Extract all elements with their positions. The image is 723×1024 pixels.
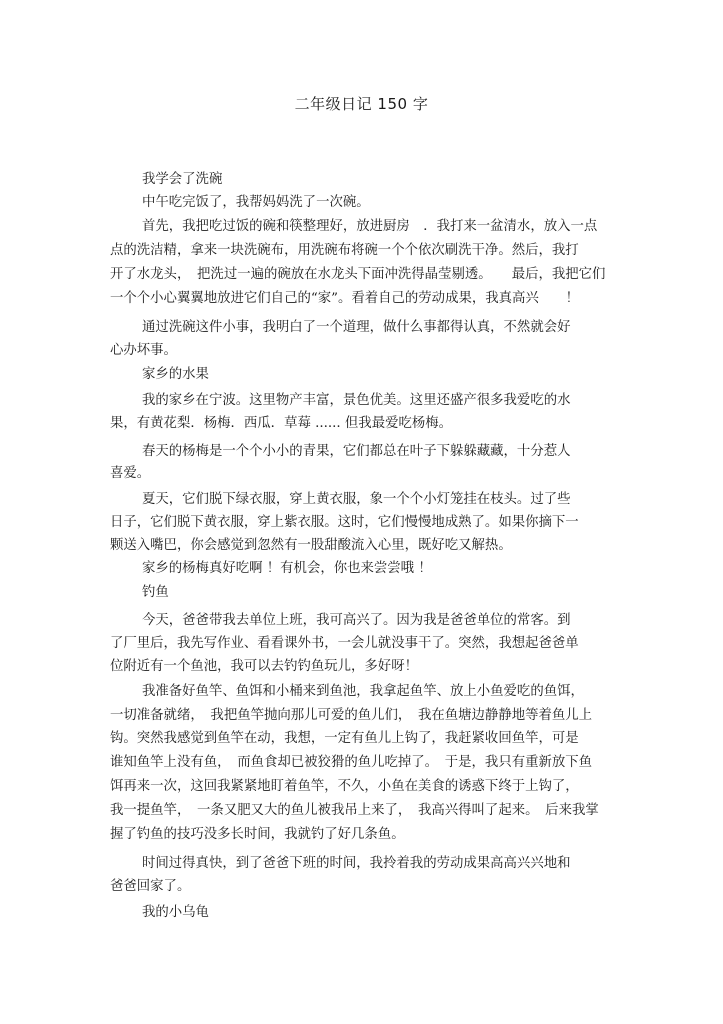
paragraph-line: 首先，我把吃过饭的碗和筷整理好，放进厨房 ．我打来一盆清水，放入一点 [142, 219, 598, 234]
paragraph-line: 我一提鱼竿， 一条又肥又大的鱼儿被我吊上来了， 我高兴得叫了起来。 后来我掌 [110, 803, 599, 818]
paragraph-line: 爸爸回家了。 [110, 879, 191, 894]
paragraph-line: 中午吃完饭了，我帮妈妈洗了一次碗。 [142, 195, 370, 210]
paragraph-line: 一个个小心翼翼地放进它们自己的“家”。看着自己的劳动成果，我真高兴 ！ [110, 291, 579, 306]
paragraph-line: 我准备好鱼竿、鱼饵和小桶来到鱼池，我拿起鱼竿、放上小鱼爱吃的鱼饵， [142, 684, 584, 699]
paragraph-line: 家乡的杨梅真好吃啊 ！有机会，你也来尝尝哦 ！ [142, 561, 432, 576]
essay-heading-fishing: 钓鱼 [142, 585, 169, 600]
paragraph-line: 今天，爸爸带我去单位上班，我可高兴了。因为我是爸爸单位的常客。到 [142, 613, 571, 628]
paragraph-line: 点的洗洁精，拿来一块洗碗布，用洗碗布将碗一个个依次刷洗干净。然后，我打 [110, 243, 579, 258]
paragraph-line: 我的家乡在宁波。这里物产丰富，景色优美。这里还盛产很多我爱吃的水 [142, 393, 571, 408]
essay-heading-hometown-fruit: 家乡的水果 [142, 367, 209, 382]
paragraph-line: 谁知鱼竿上没有鱼， 而鱼食却已被狡猾的鱼儿吃掉了。 于是，我只有重新放下鱼 [110, 755, 593, 770]
paragraph-line: 握了钓鱼的技巧没多长时间，我就钓了好几条鱼。 [110, 827, 405, 842]
document-title: 二年级日记 150 字 [294, 95, 429, 113]
paragraph-line: 一切准备就绪， 我把鱼竿抛向那儿可爱的鱼儿们， 我在鱼塘边静静地等着鱼儿上 [110, 708, 593, 723]
paragraph-line: 春天的杨梅是一个个小小的青果，它们都总在叶子下躲躲藏藏，十分惹人 [142, 444, 571, 459]
essay-heading-washing-dishes: 我学会了洗碗 [142, 172, 223, 187]
paragraph-line: 饵再来一次，这回我紧紧地盯着鱼竿，不久，小鱼在美食的诱惑下终于上钩了， [110, 779, 579, 794]
paragraph-line: 时间过得真快，到了爸爸下班的时间，我拎着我的劳动成果高高兴兴地和 [142, 856, 571, 871]
paragraph-line: 开了水龙头， 把洗过一遍的碗放在水龙头下面冲洗得晶莹剔透。 最后，我把它们 [110, 267, 606, 282]
essay-heading-little-turtle: 我的小乌龟 [142, 905, 209, 920]
paragraph-line: 果，有黄花梨．杨梅．西瓜．草莓 ...... 但我最爱吃杨梅。 [110, 416, 453, 431]
paragraph-line: 喜爱。 [110, 466, 151, 481]
paragraph-line: 了厂里后，我先写作业、看看课外书，一会儿就没事干了。突然，我想起爸爸单 [110, 636, 579, 651]
paragraph-line: 心办坏事。 [110, 343, 177, 358]
paragraph-line: 钩。突然我感觉到鱼竿在动，我想，一定有鱼儿上钩了，我赶紧收回鱼竿，可是 [110, 731, 579, 746]
paragraph-line: 日子，它们脱下黄衣服，穿上紫衣服。这时，它们慢慢地成熟了。如果你摘下一 [110, 515, 579, 530]
paragraph-line: 通过洗碗这件小事，我明白了一个道理，做什么事都得认真，不然就会好 [142, 320, 571, 335]
paragraph-line: 夏天，它们脱下绿衣服，穿上黄衣服，象一个个小灯笼挂在枝头。过了些 [142, 492, 571, 507]
paragraph-line: 颗送入嘴巴，你会感觉到忽然有一股甜酸流入心里，既好吃又解热。 [110, 538, 512, 553]
paragraph-line: 位附近有一个鱼池，我可以去钓钓鱼玩儿，多好呀！ [110, 659, 418, 674]
